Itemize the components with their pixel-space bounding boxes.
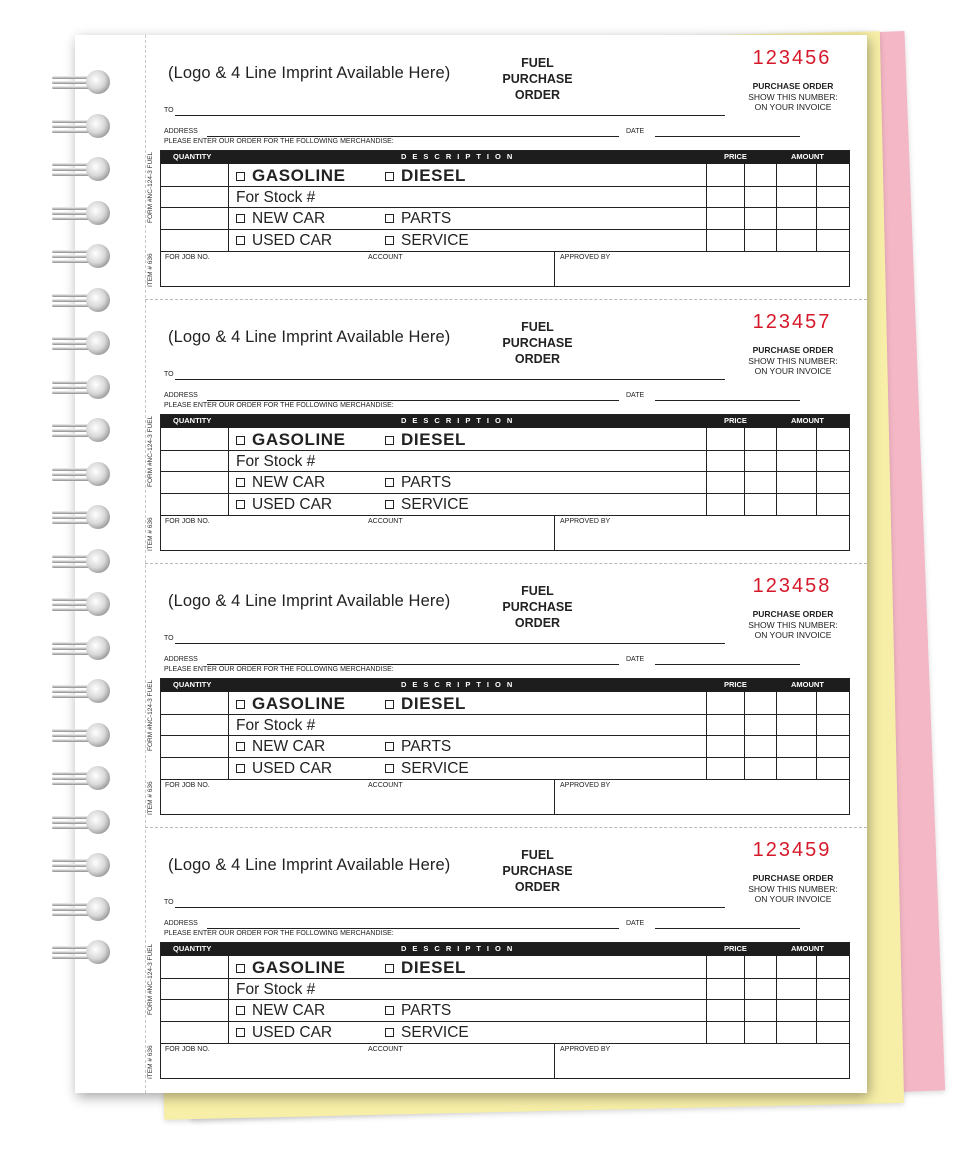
job-number-label: FOR JOB NO. [165,782,210,789]
diesel-label: DIESEL [401,958,467,977]
table-header [161,943,849,956]
address-field[interactable] [207,928,619,929]
po-info [733,345,853,377]
po-number: 123458 [752,575,832,597]
new-car-label: NEW CAR [252,210,326,227]
checkbox-icon[interactable] [236,500,245,509]
po-note: ON YOUR INVOICE [754,366,832,376]
purchase-order-form [75,827,867,1091]
description-header: DESCRIPTION [401,416,519,425]
title-line: FUEL [521,320,554,334]
parts-label: PARTS [401,474,452,491]
po-note: ON YOUR INVOICE [754,102,832,112]
service-label: SERVICE [401,496,469,513]
imprint-placeholder: (Logo & 4 Line Imprint Available Here) [168,856,451,874]
new-car-option[interactable] [236,474,325,492]
quantity-header: QUANTITY [173,680,212,689]
spiral-binding-ring-icon [52,460,112,490]
title-line: PURCHASE [502,72,573,86]
used-car-option[interactable] [236,760,332,778]
to-label: TO [164,899,174,906]
form-title [480,319,595,367]
spiral-binding-ring-icon [52,590,112,620]
po-info [733,873,853,905]
spiral-binding-ring-icon [52,373,112,403]
gasoline-option[interactable] [236,166,346,186]
checkbox-icon[interactable] [236,764,245,773]
po-info [733,609,853,641]
instruction-text: PLEASE ENTER OUR ORDER FOR THE FOLLOWING MERCHANDISE: [164,402,394,409]
to-label: TO [164,107,174,114]
checkbox-icon[interactable] [236,172,245,181]
description-header: DESCRIPTION [401,680,519,689]
diesel-label: DIESEL [401,430,467,449]
item-code: ITEM # 636 [147,517,154,551]
stock-number-label: For Stock # [236,981,316,998]
row-divider [161,779,849,780]
row-divider [161,1021,849,1022]
row-divider [161,450,849,451]
table-header [161,415,849,428]
account-label: ACCOUNT [368,1046,403,1053]
instruction-text: PLEASE ENTER OUR ORDER FOR THE FOLLOWING MERCHANDISE: [164,138,394,145]
checkbox-icon[interactable] [236,236,245,245]
checkbox-icon[interactable] [385,478,394,487]
service-option[interactable] [385,232,469,250]
spiral-binding-ring-icon [52,503,112,533]
spiral-binding-ring-icon [52,938,112,968]
checkbox-icon[interactable] [385,742,394,751]
gasoline-label: GASOLINE [252,958,346,977]
used-car-label: USED CAR [252,496,333,513]
gasoline-option[interactable] [236,430,346,450]
checkbox-icon[interactable] [385,236,394,245]
spiral-binding-ring-icon [52,677,112,707]
checkbox-icon[interactable] [236,214,245,223]
checkbox-icon[interactable] [236,1006,245,1015]
po-note: SHOW THIS NUMBER: [748,619,838,630]
row-divider [161,207,849,208]
address-field[interactable] [207,400,619,401]
to-label: TO [164,635,174,642]
amount-header: AMOUNT [791,416,824,425]
checkbox-icon[interactable] [236,964,245,973]
form-title [480,847,595,895]
service-option[interactable] [385,1024,469,1042]
form-code: FORM #NC-124-3 FUEL [147,151,154,223]
po-info [733,81,853,113]
purchase-order-form [75,563,867,827]
address-label: ADDRESS [164,128,198,135]
description-header: DESCRIPTION [401,944,519,953]
checkbox-icon[interactable] [236,700,245,709]
quantity-header: QUANTITY [173,152,212,161]
white-original-sheet [75,35,867,1093]
purchase-order-form [75,299,867,563]
row-divider [161,251,849,252]
imprint-placeholder: (Logo & 4 Line Imprint Available Here) [168,592,451,610]
spiral-binding-ring-icon [52,851,112,881]
account-label: ACCOUNT [368,782,403,789]
order-table [160,150,850,287]
item-code: ITEM # 636 [147,1045,154,1079]
po-number: 123457 [752,311,832,333]
approved-by-label: APPROVED BY [560,518,611,525]
title-line: PURCHASE [502,864,573,878]
row-divider [161,757,849,758]
gasoline-option[interactable] [236,694,346,714]
used-car-label: USED CAR [252,760,333,777]
address-field[interactable] [207,136,619,137]
po-label: PURCHASE ORDER [752,609,834,619]
checkbox-icon[interactable] [385,764,394,773]
new-car-label: NEW CAR [252,474,326,491]
to-field[interactable] [175,115,725,116]
tear-perforation [145,299,867,300]
gasoline-label: GASOLINE [252,694,346,713]
title-line: FUEL [521,56,554,70]
price-header: PRICE [724,152,747,161]
new-car-option[interactable] [236,1002,325,1020]
used-car-option[interactable] [236,1024,332,1042]
spiral-binding-ring-icon [52,286,112,316]
parts-label: PARTS [401,1002,452,1019]
tear-perforation [145,827,867,828]
form-code: FORM #NC-124-3 FUEL [147,415,154,487]
spiral-binding-ring-icon [52,416,112,446]
title-line: FUEL [521,848,554,862]
row-divider [161,471,849,472]
table-header [161,679,849,692]
po-note: SHOW THIS NUMBER: [748,91,838,102]
spiral-binding-ring-icon [52,547,112,577]
spiral-binding-ring-icon [52,112,112,142]
date-field[interactable] [655,664,800,665]
po-label: PURCHASE ORDER [752,81,834,91]
po-note: SHOW THIS NUMBER: [748,883,838,894]
date-label: DATE [626,128,645,135]
parts-option[interactable] [385,210,451,228]
parts-option[interactable] [385,1002,451,1020]
approved-by-label: APPROVED BY [560,782,611,789]
parts-option[interactable] [385,474,451,492]
used-car-label: USED CAR [252,232,333,249]
new-car-label: NEW CAR [252,1002,326,1019]
account-label: ACCOUNT [368,254,403,261]
diesel-option[interactable] [385,694,466,714]
checkbox-icon[interactable] [385,1006,394,1015]
date-field[interactable] [655,928,800,929]
checkbox-icon[interactable] [236,742,245,751]
parts-option[interactable] [385,738,451,756]
title-line: FUEL [521,584,554,598]
diesel-label: DIESEL [401,694,467,713]
amount-header: AMOUNT [791,152,824,161]
item-code: ITEM # 636 [147,781,154,815]
account-label: ACCOUNT [368,518,403,525]
date-label: DATE [626,656,645,663]
to-field[interactable] [175,379,725,380]
checkbox-icon[interactable] [385,1028,394,1037]
purchase-order-form [75,35,867,299]
to-label: TO [164,371,174,378]
used-car-option[interactable] [236,232,332,250]
diesel-label: DIESEL [401,166,467,185]
spiral-binding-ring-icon [52,68,112,98]
row-divider [161,515,849,516]
checkbox-icon[interactable] [385,500,394,509]
spiral-binding-ring-icon [52,242,112,272]
checkbox-icon[interactable] [236,1028,245,1037]
title-line: PURCHASE [502,600,573,614]
instruction-text: PLEASE ENTER OUR ORDER FOR THE FOLLOWING MERCHANDISE: [164,666,394,673]
service-label: SERVICE [401,1024,469,1041]
amount-header: AMOUNT [791,944,824,953]
instruction-text: PLEASE ENTER OUR ORDER FOR THE FOLLOWING MERCHANDISE: [164,930,394,937]
title-line: ORDER [514,88,561,102]
checkbox-icon[interactable] [236,436,245,445]
checkbox-icon[interactable] [385,700,394,709]
to-field[interactable] [175,643,725,644]
column-divider [554,251,555,287]
imprint-placeholder: (Logo & 4 Line Imprint Available Here) [168,64,451,82]
price-header: PRICE [724,680,747,689]
po-note: ON YOUR INVOICE [754,894,832,904]
item-code: ITEM # 636 [147,253,154,287]
price-header: PRICE [724,416,747,425]
row-divider [161,493,849,494]
date-label: DATE [626,392,645,399]
address-label: ADDRESS [164,392,198,399]
parts-label: PARTS [401,738,452,755]
checkbox-icon[interactable] [385,436,394,445]
row-divider [161,735,849,736]
new-car-label: NEW CAR [252,738,326,755]
form-code: FORM #NC-124-3 FUEL [147,943,154,1015]
po-number: 123459 [752,839,832,861]
spiral-binding-ring-icon [52,199,112,229]
row-divider [161,999,849,1000]
job-number-label: FOR JOB NO. [165,254,210,261]
date-label: DATE [626,920,645,927]
po-note: SHOW THIS NUMBER: [748,355,838,366]
spiral-binding-ring-icon [52,634,112,664]
po-label: PURCHASE ORDER [752,873,834,883]
column-divider [554,779,555,815]
spiral-binding-ring-icon [52,329,112,359]
diesel-option[interactable] [385,430,466,450]
row-divider [161,186,849,187]
spiral-binding-ring-icon [52,808,112,838]
diesel-option[interactable] [385,958,466,978]
address-label: ADDRESS [164,656,198,663]
spiral-binding-ring-icon [52,764,112,794]
description-header: DESCRIPTION [401,152,519,161]
used-car-label: USED CAR [252,1024,333,1041]
date-field[interactable] [655,400,800,401]
new-car-option[interactable] [236,738,325,756]
title-line: ORDER [514,880,561,894]
po-note: ON YOUR INVOICE [754,630,832,640]
table-header [161,151,849,164]
quantity-header: QUANTITY [173,416,212,425]
row-divider [161,1043,849,1044]
new-car-option[interactable] [236,210,325,228]
checkbox-icon[interactable] [236,478,245,487]
column-divider [554,515,555,551]
form-title [480,55,595,103]
row-divider [161,978,849,979]
job-number-label: FOR JOB NO. [165,1046,210,1053]
gasoline-label: GASOLINE [252,166,346,185]
form-code: FORM #NC-124-3 FUEL [147,679,154,751]
title-line: ORDER [514,352,561,366]
checkbox-icon[interactable] [385,964,394,973]
service-option[interactable] [385,760,469,778]
checkbox-icon[interactable] [385,172,394,181]
spiral-binding-ring-icon [52,721,112,751]
order-table [160,678,850,815]
job-number-label: FOR JOB NO. [165,518,210,525]
order-table [160,414,850,551]
po-number: 123456 [752,47,832,69]
price-header: PRICE [724,944,747,953]
spiral-binding-ring-icon [52,155,112,185]
service-label: SERVICE [401,760,469,777]
row-divider [161,229,849,230]
tear-perforation [145,563,867,564]
stock-number-label: For Stock # [236,717,316,734]
column-divider [554,1043,555,1079]
po-label: PURCHASE ORDER [752,345,834,355]
stock-number-label: For Stock # [236,189,316,206]
service-label: SERVICE [401,232,469,249]
diesel-option[interactable] [385,166,466,186]
amount-header: AMOUNT [791,680,824,689]
gasoline-option[interactable] [236,958,346,978]
gasoline-label: GASOLINE [252,430,346,449]
service-option[interactable] [385,496,469,514]
address-field[interactable] [207,664,619,665]
stock-number-label: For Stock # [236,453,316,470]
form-title [480,583,595,631]
row-divider [161,714,849,715]
title-line: ORDER [514,616,561,630]
spiral-binding-ring-icon [52,895,112,925]
approved-by-label: APPROVED BY [560,1046,611,1053]
to-field[interactable] [175,907,725,908]
imprint-placeholder: (Logo & 4 Line Imprint Available Here) [168,328,451,346]
checkbox-icon[interactable] [385,214,394,223]
title-line: PURCHASE [502,336,573,350]
quantity-header: QUANTITY [173,944,212,953]
used-car-option[interactable] [236,496,332,514]
date-field[interactable] [655,136,800,137]
parts-label: PARTS [401,210,452,227]
address-label: ADDRESS [164,920,198,927]
order-table [160,942,850,1079]
approved-by-label: APPROVED BY [560,254,611,261]
